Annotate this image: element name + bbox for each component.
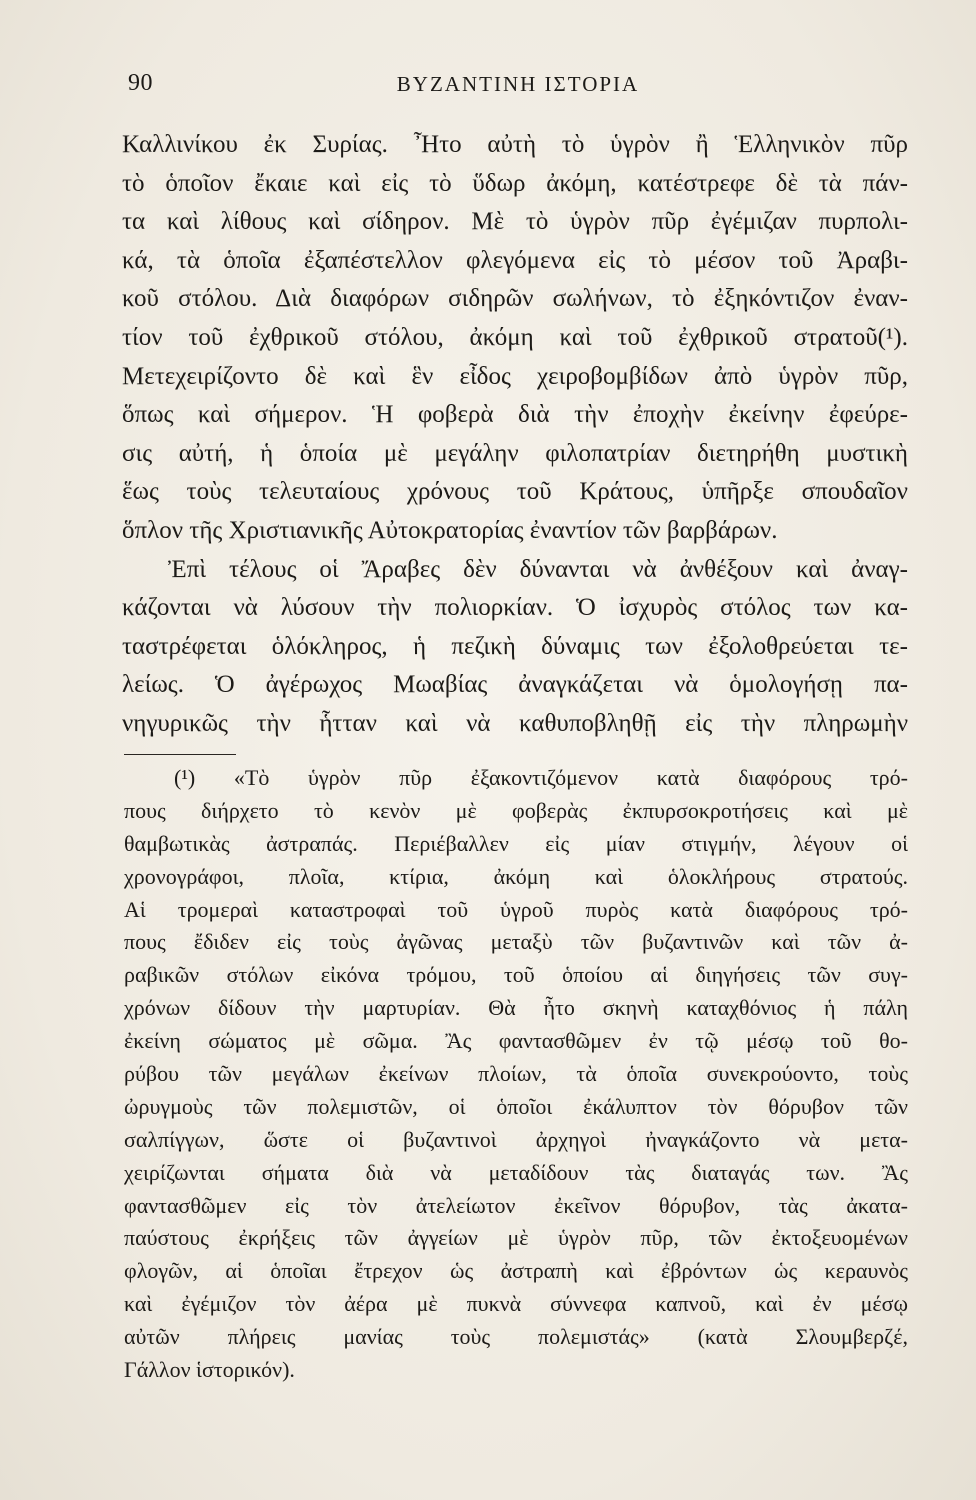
text-line: ὅπως καὶ σήμερον. Ἡ φοβερὰ διὰ τὴν ἐποχὴν ἐκείνην ἐφεύρε- — [122, 401, 908, 429]
text-line: ὅπλον τῆς Χριστιανικῆς Αὐτοκρατορίας ἐναντίον τῶν βαρβάρων. — [122, 516, 778, 544]
page-header — [128, 70, 908, 104]
text-line: Ἐπὶ τέλους οἱ Ἄραβες δὲν δύνανται νὰ ἀνθέξουν καὶ ἀναγ- — [168, 555, 908, 583]
footnote-line: ρύβου τῶν μεγάλων ἐκείνων πλοίων, τὰ ὁποῖα συνεκρούοντο, τοὺς — [124, 1061, 908, 1087]
main-text — [122, 126, 908, 744]
footnote-line: σαλπίγγων, ὥστε οἱ βυζαντινοὶ ἀρχηγοὶ ἠναγκάζοντο νὰ μετα- — [124, 1126, 908, 1152]
text-line: λείως. Ὁ ἀγέρωχος Μωαβίας ἀναγκάζεται νὰ ὁμολογήσῃ πα- — [122, 671, 908, 699]
footnote-line: Αἱ τρομεραὶ καταστροφαὶ τοῦ ὑγροῦ πυρὸς κατὰ διαφόρους τρό- — [124, 896, 908, 922]
running-title: ΒΥΖΑΝΤΙΝΗ ΙΣΤΟΡΙΑ — [396, 72, 640, 96]
footnote-line: χρονογράφοι, πλοῖα, κτίρια, ἀκόμη καὶ ὁλοκλήρους στρατούς. — [124, 863, 908, 889]
text-line: νηγυρικῶς τὴν ἧτταν καὶ νὰ καθυποβληθῇ εἰς τὴν πληρωμὴν — [122, 709, 908, 737]
page-number: 90 — [128, 70, 153, 96]
footnote-line: φαντασθῶμεν εἰς τὸν ἀτελείωτον ἐκεῖνον θόρυβον, τὰς ἀκατα- — [124, 1192, 908, 1218]
footnote-line: ὠρυγμοὺς τῶν πολεμιστῶν, οἱ ὁποῖοι ἐκάλυπτον τὸν θόρυβον τῶν — [124, 1093, 908, 1119]
footnote-line: καὶ ἐγέμιζον τὸν ἀέρα μὲ πυκνὰ σύννεφα καπνοῦ, καὶ ἐν μέσῳ — [124, 1291, 908, 1317]
text-line: ἕως τοὺς τελευταίους χρόνους τοῦ Κράτους, ὑπῆρξε σπουδαῖον — [122, 478, 908, 506]
footnote-line: ραβικῶν στόλων εἰκόνα τρόμου, τοῦ ὁποίου αἱ διηγήσεις τῶν συγ- — [124, 962, 908, 988]
text-line: τα καὶ λίθους καὶ σίδηρον. Μὲ τὸ ὑγρὸν πῦρ ἐγέμιζαν πυρπολι- — [122, 208, 908, 236]
footnote-line: αὐτῶν πλήρεις μανίας τοὺς πολεμιστάς» (κατὰ Σλουμβερζέ, — [124, 1324, 908, 1350]
footnote — [124, 762, 908, 1387]
footnote-line: θαμβωτικὰς ἀστραπάς. Περιέβαλλεν εἰς μίαν στιγμήν, λέγουν οἱ — [124, 830, 908, 856]
text-line: κοῦ στόλου. Διὰ διαφόρων σιδηρῶν σωλήνων, τὸ ἐξηκόντιζον ἐναν- — [122, 285, 908, 313]
footnote-line: Γάλλον ἱστορικόν). — [124, 1357, 295, 1383]
text-line: σις αὐτή, ἡ ὁποία μὲ μεγάλην φιλοπατρίαν διετηρήθη μυστικὴ — [122, 439, 908, 467]
footnote-line: παύστους ἐκρήξεις τῶν ἀγγείων μὲ ὑγρὸν πῦρ, τῶν ἐκτοξευομένων — [124, 1225, 908, 1251]
footnote-line: πους ἔδιδεν εἰς τοὺς ἀγῶνας μεταξὺ τῶν βυζαντινῶν καὶ τῶν ἀ- — [124, 929, 908, 955]
footnote-line: πους διήρχετο τὸ κενὸν μὲ φοβερὰς ἐκπυρσοκροτήσεις καὶ μὲ — [124, 797, 908, 823]
footnote-line: (¹) «Τὸ ὑγρὸν πῦρ ἐξακοντιζόμενον κατὰ διαφόρους τρό- — [174, 765, 908, 790]
text-line: τὸ ὁποῖον ἔκαιε καὶ εἰς τὸ ὕδωρ ἀκόμη, κατέστρεφε δὲ τὰ πάν- — [122, 169, 908, 197]
text-line: τίον τοῦ ἐχθρικοῦ στόλου, ἀκόμη καὶ τοῦ ἐχθρικοῦ στρατοῦ(¹). — [122, 323, 908, 351]
footnote-line: χειρίζωνται σήματα διὰ νὰ μεταδίδουν τὰς διαταγάς των. Ἂς — [124, 1159, 908, 1185]
text-line: Μετεχειρίζοντο δὲ καὶ ἓν εἶδος χειροβομβίδων ἀπὸ ὑγρὸν πῦρ, — [122, 362, 908, 390]
footnote-line: ἐκείνη σώματος μὲ σῶμα. Ἂς φαντασθῶμεν ἐν τῷ μέσῳ τοῦ θο- — [124, 1028, 908, 1054]
text-line: κά, τὰ ὁποῖα ἐξαπέστελλον φλεγόμενα εἰς τὸ μέσον τοῦ Ἀραβι- — [122, 246, 908, 274]
footnote-line: χρόνων δίδουν τὴν μαρτυρίαν. Θὰ ἦτο σκηνὴ καταχθόνιος ἡ πάλη — [124, 995, 908, 1021]
text-line: Καλλινίκου ἐκ Συρίας. Ἦτο αὐτὴ τὸ ὑγρὸν ἢ Ἑλληνικὸν πῦρ — [122, 131, 908, 158]
text-line: κάζονται νὰ λύσουν τὴν πολιορκίαν. Ὁ ἰσχυρὸς στόλος των κα- — [122, 594, 908, 622]
text-line: ταστρέφεται ὁλόκληρος, ἡ πεζικὴ δύναμις των ἐξολοθρεύεται τε- — [122, 632, 908, 660]
footnote-line: φλογῶν, αἱ ὁποῖαι ἔτρεχον ὡς ἀστραπὴ καὶ ἐβρόντων ὡς κεραυνὸς — [124, 1258, 908, 1284]
footnote-separator — [124, 754, 236, 755]
